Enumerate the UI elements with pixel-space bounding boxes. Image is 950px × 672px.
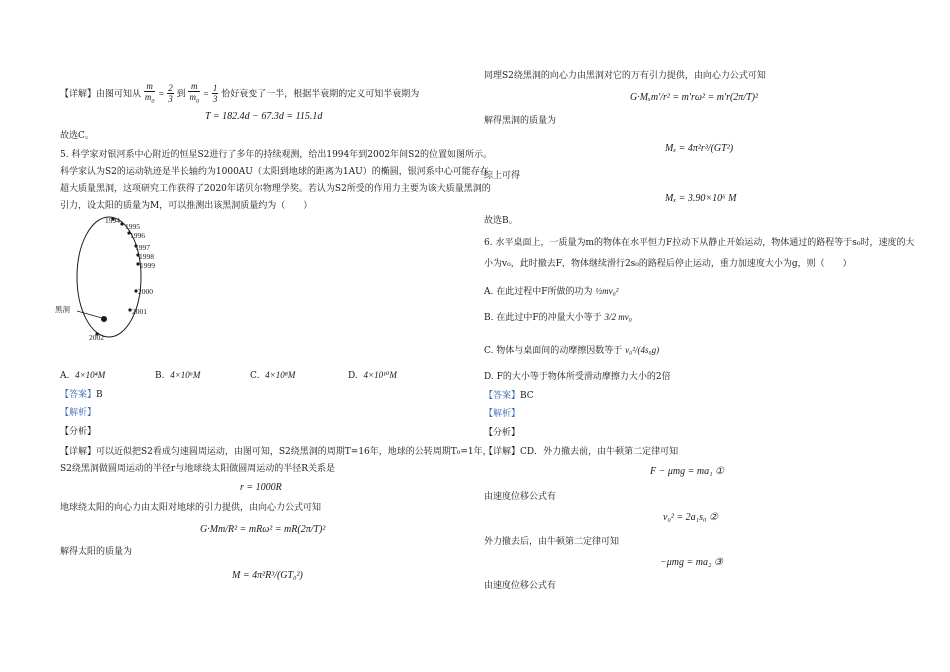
equation-bh-result: Mₓ = 3.90×10⁶ M bbox=[665, 193, 737, 204]
question-6-line-1: 6. 水平桌面上，一质量为m的物体在水平恒力F拉动下从静止开始运动，物体通过的路程等于s₀时，速度的大 bbox=[484, 238, 915, 248]
orbit-point-1995 bbox=[120, 222, 123, 225]
right-p1: 同理S2绕黑洞的向心力由黑洞对它的万有引力提供，由向心力公式可知 bbox=[484, 71, 766, 81]
equation-newton-1: F − μmg = ma₁ ① bbox=[650, 466, 725, 477]
question-6-line-2: 小为v₀，此时撤去F，物体继续滑行2s₀的路程后停止运动，重力加速度大小为g，则（ ） bbox=[484, 259, 852, 269]
answer-conclusion-b: 故选B。 bbox=[484, 216, 518, 226]
equation-gravity-bh: G·Mₓm'/r² = m'rω² = m'r(2π/T)² bbox=[630, 92, 758, 103]
detail-p2: S2绕黑洞做圆周运动的半径r与地球绕太阳做圆周运动的半径R关系是 bbox=[60, 464, 335, 474]
equation-bh-mass: Mₓ = 4π²r³/(GT²) bbox=[665, 143, 734, 154]
question-5-line-1: 5. 科学家对银河系中心附近的恒星S2进行了多年的持续观测，给出1994年到2002年间S2的位置如图所示。 bbox=[60, 150, 493, 160]
black-hole-label: 黑洞 bbox=[55, 305, 70, 314]
q6-answer-line: 【答案】BC bbox=[484, 391, 534, 401]
q6-option-d[interactable]: D. F的大小等于物体所受滑动摩擦力大小的2倍 bbox=[484, 372, 671, 382]
orbit-year-label-1999: 1999 bbox=[140, 261, 155, 270]
answer-line: 【答案】B bbox=[60, 390, 103, 400]
detail-p3: 地球绕太阳的向心力由太阳对地球的引力提供，由向心力公式可知 bbox=[60, 503, 322, 513]
detail-p4: 解得太阳的质量为 bbox=[60, 547, 133, 557]
equation-gravity-sun: G·Mm/R² = mRω² = mR(2π/T)² bbox=[200, 524, 326, 535]
orbit-year-label-1994: 1994 bbox=[105, 216, 120, 225]
option-d[interactable]: D. 4×10¹⁰M bbox=[348, 370, 397, 381]
answer-conclusion-c: 故选C。 bbox=[60, 131, 94, 141]
equation-half-life: T = 182.4d − 67.3d = 115.1d bbox=[205, 111, 323, 122]
option-b[interactable]: B. 4×10⁶M bbox=[155, 370, 201, 381]
detail-p1: 【详解】可以近似把S2看成匀速圆周运动，由图可知，S2绕黑洞的周期T=16年，地球的公转周期T₀=1年， bbox=[60, 447, 492, 457]
question-5-line-4: 引力，设太阳的质量为M，可以推测出该黑洞质量约为（ ） bbox=[60, 201, 313, 211]
equation-sun-mass: M = 4π²R³/(GT₀²) bbox=[232, 570, 303, 581]
orbit-year-label-1996: 1996 bbox=[130, 231, 145, 240]
right-p3: 综上可得 bbox=[484, 171, 521, 181]
orbit-year-label-2001: 2001 bbox=[132, 307, 147, 316]
equation-newton-2: −μmg = ma₂ ③ bbox=[660, 557, 723, 568]
black-hole-pointer bbox=[77, 311, 102, 318]
equation-r: r = 1000R bbox=[240, 482, 282, 493]
black-hole-dot bbox=[101, 316, 107, 322]
orbit-year-label-2000: 2000 bbox=[138, 287, 153, 296]
q6-option-c[interactable]: C. 物体与桌面间的动摩擦因数等于 v₀²/(4s₀g) bbox=[484, 345, 660, 356]
q6-option-a[interactable]: A. 在此过程中F所做的功为 ½mv₀² bbox=[484, 286, 619, 297]
fraction-m-m0-2-3: $\frac{m}{m_0}$ bbox=[144, 81, 155, 105]
fenxi-tag: 【分析】 bbox=[60, 427, 97, 437]
q6-fenxi-tag: 【分析】 bbox=[484, 428, 521, 438]
q6-detail-p1: 【详解】CD．外力撤去前，由牛顿第二定律可知 bbox=[484, 447, 679, 457]
orbit-year-label-1998: 1998 bbox=[139, 252, 154, 261]
right-p2: 解得黑洞的质量为 bbox=[484, 116, 557, 126]
orbit-year-label-2002: 2002 bbox=[89, 333, 104, 342]
detail-line-1: 【详解】由图可知从 $\frac{m}{m_0}$ = $\frac{2}{3}$ 到 $\frac{m}{m_0}$ = $\frac{1}{3}$ 恰好衰变了一半，根据半衰期的定义可知半衰期为 bbox=[60, 81, 420, 105]
q6-p5: 外力撤去后，由牛顿第二定律可知 bbox=[484, 537, 620, 547]
option-c[interactable]: C. 4×10⁸M bbox=[250, 370, 296, 381]
q6-option-b[interactable]: B. 在此过中F的冲量大小等于 3/2 mv₀ bbox=[484, 312, 632, 323]
analysis-tag: 【解析】 bbox=[60, 408, 97, 418]
s2-orbit-diagram bbox=[55, 215, 175, 350]
orbit-year-label-1997: 1997 bbox=[135, 243, 150, 252]
equation-velocity-1: v₀² = 2a₁s₀ ② bbox=[663, 512, 718, 523]
question-5-line-2: 科学家认为S2的运动轨迹是半长轴约为1000AU（太阳到地球的距离为1AU）的椭圆，银河系中心可能存在 bbox=[60, 167, 489, 177]
orbit-year-label-1995: 1995 bbox=[125, 222, 140, 231]
q6-p6: 由速度位移公式有 bbox=[484, 581, 557, 591]
option-a[interactable]: A. 4×10⁴M bbox=[60, 370, 106, 381]
q6-analysis-tag: 【解析】 bbox=[484, 409, 521, 419]
q6-p4: 由速度位移公式有 bbox=[484, 492, 557, 502]
question-5-line-3: 超大质量黑洞，这项研究工作获得了2020年诺贝尔物理学奖。若认为S2所受的作用力主要为该大质量黑洞的 bbox=[60, 184, 491, 194]
